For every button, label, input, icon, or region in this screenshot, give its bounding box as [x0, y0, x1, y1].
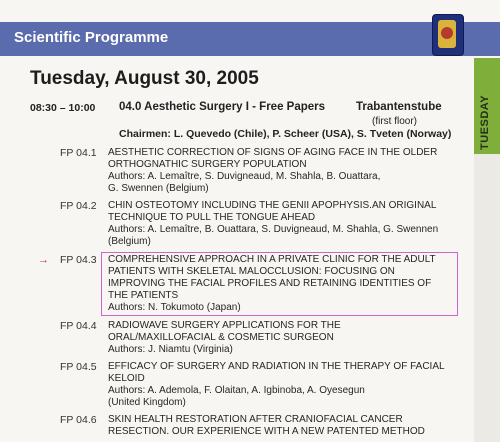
paper-title-line: PATIENTS WITH SKELETAL MALOCCLUSION: FOCUSING ON	[108, 266, 395, 277]
paper-text	[108, 200, 458, 248]
paper-code: FP 04.4	[60, 320, 97, 332]
paper-authors: Authors: N. Tokumoto (Japan)	[108, 302, 241, 313]
session-chairmen: Chairmen: L. Quevedo (Chile), P. Scheer (USA), S. Tveten (Norway)	[119, 128, 452, 140]
arrow-right-icon: →	[38, 254, 49, 266]
session-venue: Trabantenstube	[356, 101, 442, 113]
paper-text	[108, 320, 458, 356]
paper-code: FP 04.3	[60, 254, 97, 266]
paper-affiliation: (Belgium)	[108, 236, 151, 247]
paper-title-line: THE PATIENTS	[108, 290, 179, 301]
paper-title-line: AESTHETIC CORRECTION OF SIGNS OF AGING FACE IN THE OLDER	[108, 147, 438, 158]
paper-authors: Authors: J. Niamtu (Virginia)	[108, 344, 233, 355]
paper-text	[108, 414, 458, 438]
session-time: 08:30 – 10:00	[30, 102, 96, 114]
paper-title-line: RADIOWAVE SURGERY APPLICATIONS FOR THE	[108, 320, 341, 331]
session-title: 04.0 Aesthetic Surgery I - Free Papers	[119, 101, 326, 113]
paper-text	[108, 254, 458, 314]
paper-text	[108, 361, 458, 409]
paper-authors: Authors: A. Lemaître, B. Ouattara, S. Duvigneaud, M. Shahla, G. Swennen	[108, 224, 439, 235]
paper-title-line: IMPROVING THE FACIAL PROFILES AND RETAINING IDENTITIES OF	[108, 278, 432, 289]
paper-title-line: CHIN OSTEOTOMY INCLUDING THE GENII APOPHYSIS.AN ORIGINAL	[108, 200, 437, 211]
paper-affiliation: (United Kingdom)	[108, 397, 186, 408]
day-tab-label: TUESDAY	[479, 94, 491, 150]
paper-title-line: SKIN HEALTH RESTORATION AFTER CRANIOFACIAL CANCER	[108, 414, 403, 425]
paper-code: FP 04.6	[60, 414, 97, 426]
paper-title-line: ORAL/MAXILLOFACIAL & COSMETIC SURGEON	[108, 332, 334, 343]
paper-title-line: KELOID	[108, 373, 145, 384]
paper-code: FP 04.5	[60, 361, 97, 373]
paper-code: FP 04.1	[60, 147, 97, 159]
day-heading: Tuesday, August 30, 2005	[30, 68, 259, 89]
session-venue-floor: (first floor)	[372, 116, 417, 127]
paper-title-line: RESECTION. OUR EXPERIENCE WITH A NEW PATENTED METHOD	[108, 426, 425, 437]
paper-authors: Authors: A. Lemaître, S. Duvigneaud, M. Shahla, B. Ouattara,	[108, 171, 381, 182]
paper-affiliation: G. Swennen (Belgium)	[108, 183, 209, 194]
page-section-title: Scientific Programme	[14, 29, 169, 46]
side-margin	[474, 154, 500, 442]
paper-code: FP 04.2	[60, 200, 97, 212]
paper-title-line: TECHNIQUE TO PULL THE TONGUE AHEAD	[108, 212, 316, 223]
paper-authors: Authors: A. Ademola, F. Olaitan, A. Igbinoba, A. Oyesegun	[108, 385, 365, 396]
paper-title-line: EFFICACY OF SURGERY AND RADIATION IN THE THERAPY OF FACIAL	[108, 361, 445, 372]
congress-emblem-icon	[432, 14, 464, 56]
paper-text	[108, 147, 458, 195]
paper-title-line: ORTHOGNATHIC SURGERY POPULATION	[108, 159, 307, 170]
paper-title-line: COMPREHENSIVE APPROACH IN A PRIVATE CLINIC FOR THE ADULT	[108, 254, 436, 265]
